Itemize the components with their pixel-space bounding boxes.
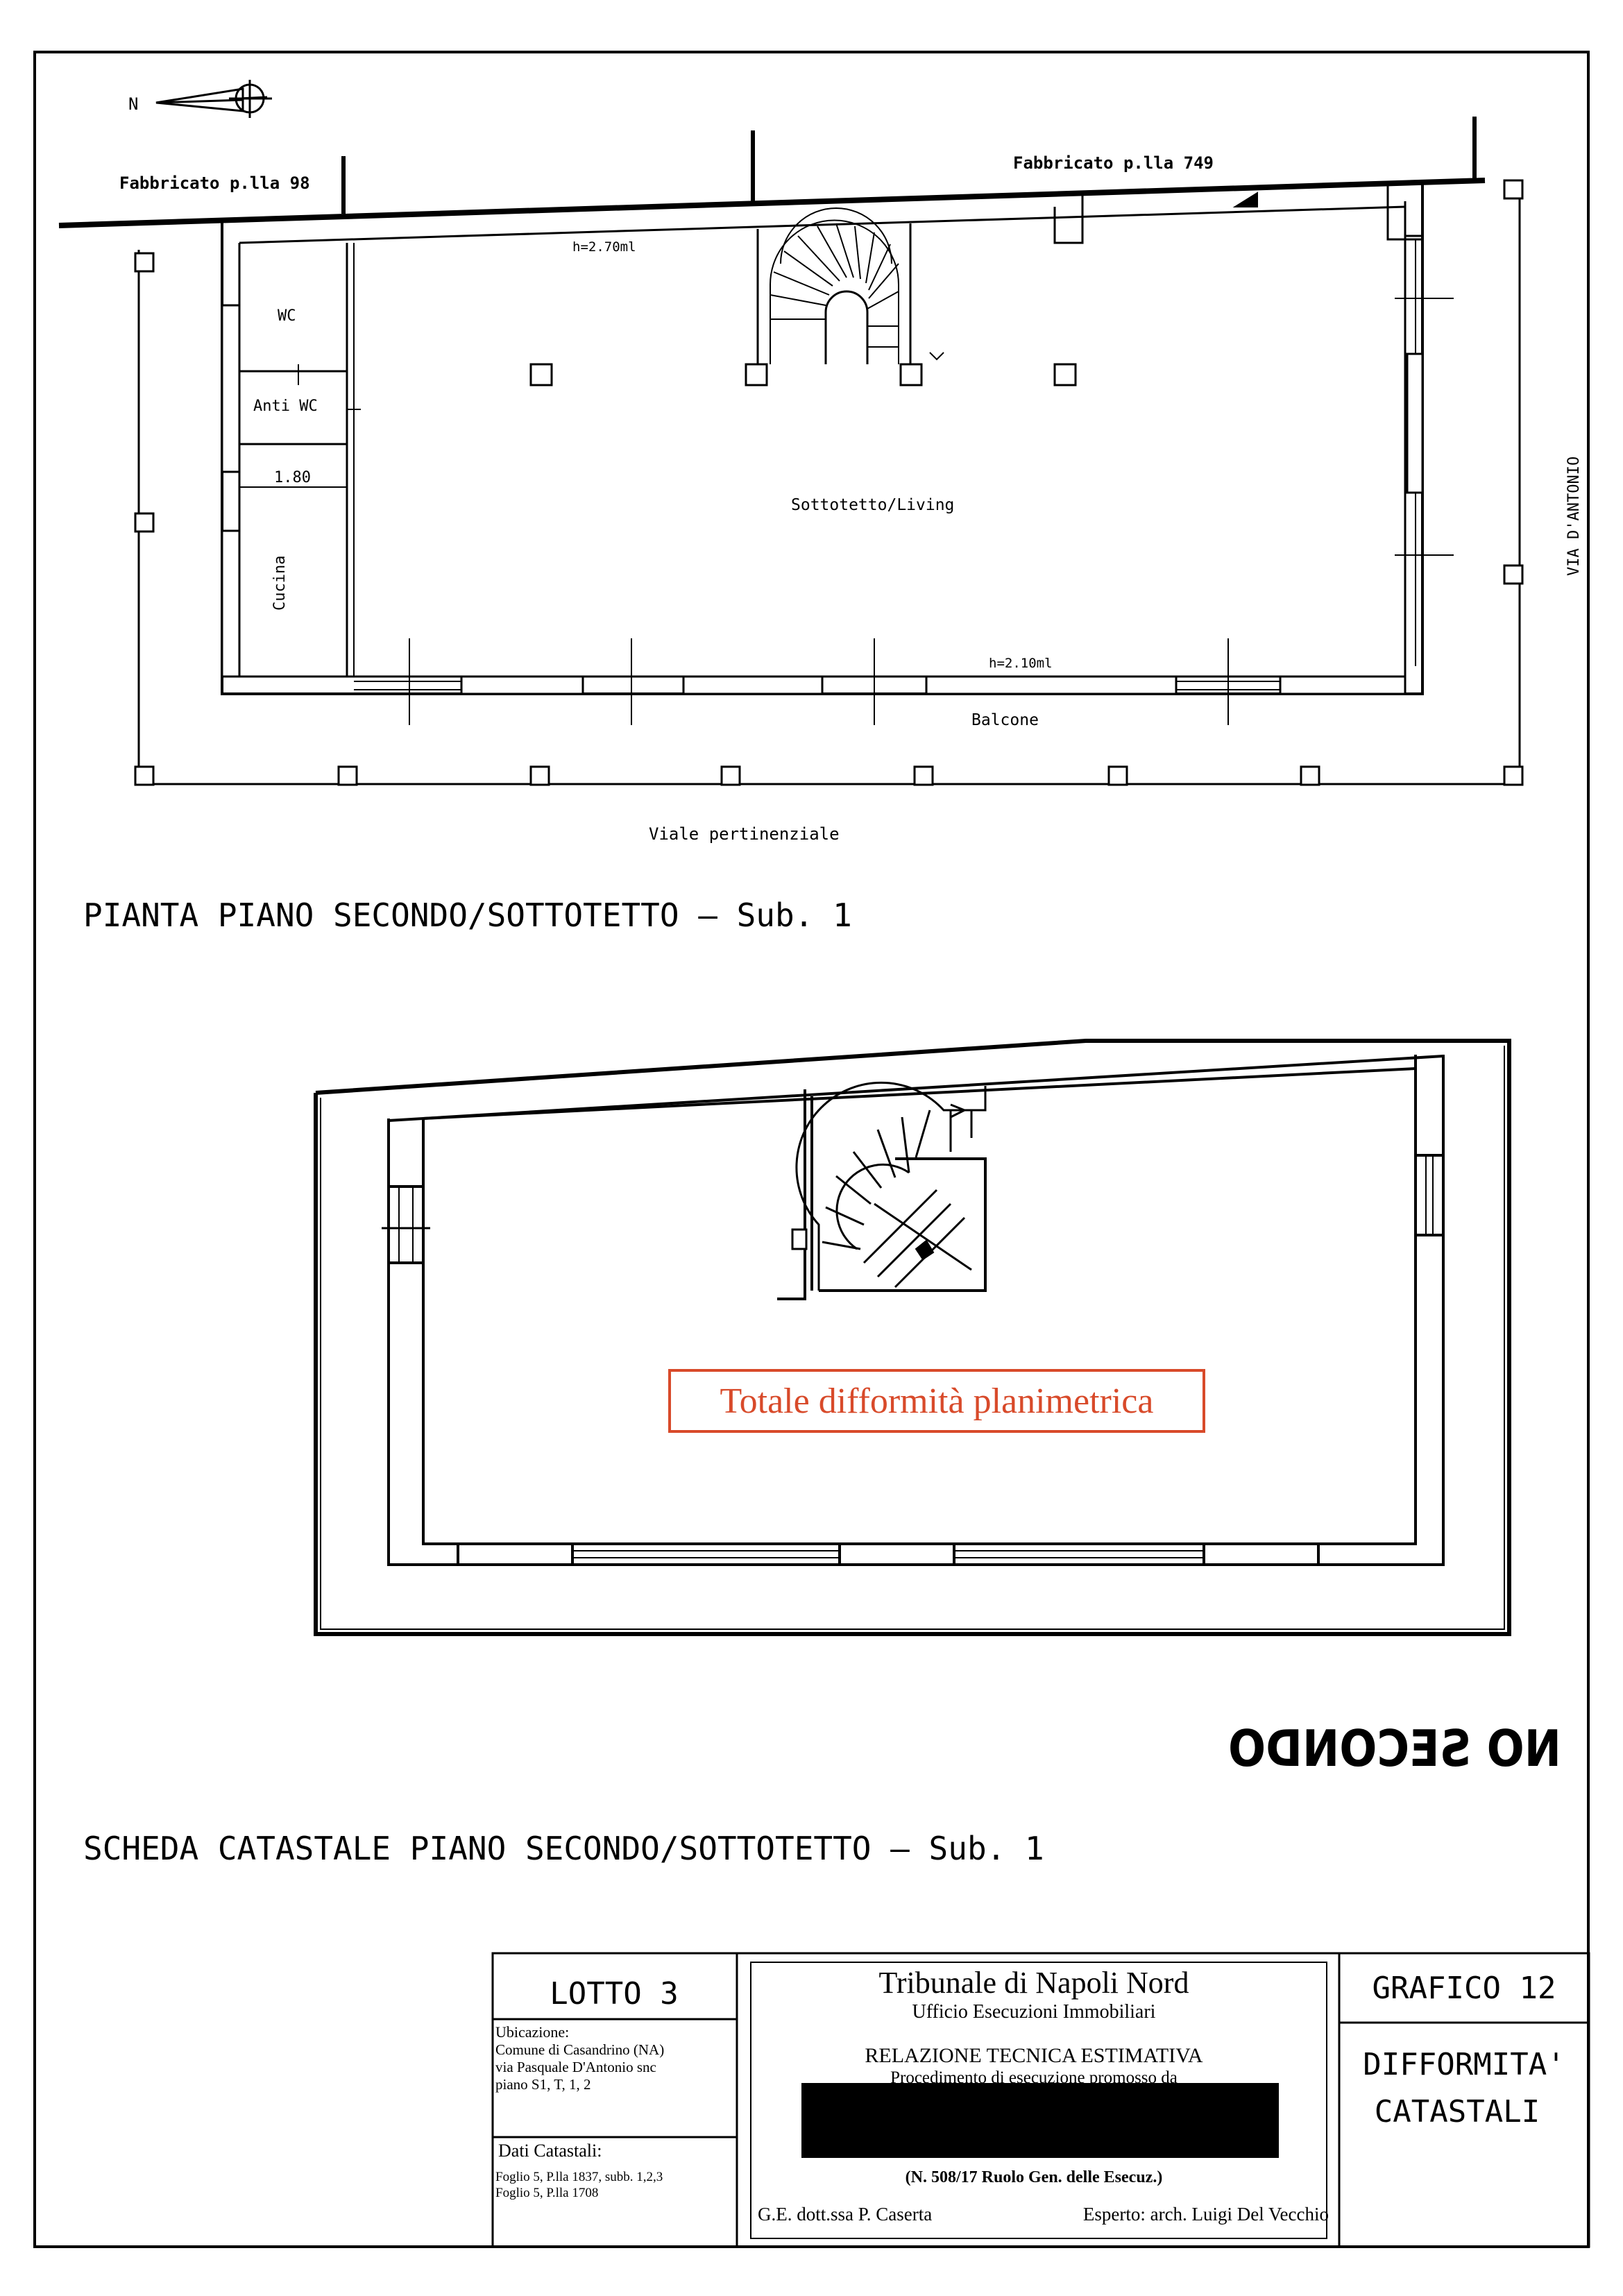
dati-title: Dati Catastali: bbox=[498, 2141, 602, 2161]
mirrored-label bbox=[1228, 1719, 1561, 1778]
pillar bbox=[1504, 566, 1522, 584]
cadastral-wall bbox=[389, 1055, 1443, 1565]
window bbox=[1280, 677, 1405, 694]
living-label: Sottotetto/Living bbox=[791, 496, 955, 514]
cadastral-window bbox=[458, 1544, 572, 1565]
window bbox=[222, 531, 239, 677]
ufficio-label: Ufficio Esecuzioni Immobiliari bbox=[912, 2001, 1156, 2023]
north-label: N bbox=[128, 94, 139, 114]
esperto-label: Esperto: arch. Luigi Del Vecchio bbox=[1082, 2204, 1329, 2225]
cadastral-outer-inner bbox=[321, 1046, 1504, 1629]
wall-jog bbox=[1405, 201, 1422, 236]
height-bottom-label: h=2.10ml bbox=[989, 656, 1053, 671]
cadastral-plan bbox=[316, 1041, 1509, 1634]
pillar bbox=[722, 767, 740, 785]
difformita-title-1: DIFFORMITA' bbox=[1363, 2047, 1565, 2082]
pillar bbox=[1504, 767, 1522, 785]
pillar bbox=[135, 767, 153, 785]
pillar bbox=[1055, 364, 1076, 385]
outer-wall bbox=[222, 184, 1422, 694]
top-plan-caption: PIANTA PIANO SECONDO/SOTTOTETTO – Sub. 1 bbox=[83, 896, 852, 934]
wall-jog bbox=[1055, 196, 1082, 243]
anti-wc-label: Anti WC bbox=[253, 398, 318, 415]
pillar bbox=[1301, 767, 1319, 785]
numero-label: (N. 508/17 Ruolo Gen. delle Esecuz.) bbox=[905, 2168, 1163, 2186]
pillar bbox=[901, 364, 921, 385]
fabbricato-left-label: Fabbricato p.lla 98 bbox=[119, 173, 310, 193]
cadastral-wall-inner bbox=[423, 1069, 1416, 1544]
ge-label: G.E. dott.ssa P. Caserta bbox=[758, 2204, 933, 2225]
cadastral-caption: SCHEDA CATASTALE PIANO SECONDO/SOTTOTETTO – Sub. 1 bbox=[83, 1830, 1044, 1867]
lotto-label: LOTTO 3 bbox=[550, 1976, 679, 2012]
window bbox=[926, 677, 1176, 694]
redacted-block bbox=[801, 2083, 1279, 2158]
pillar bbox=[531, 767, 549, 785]
ubicazione-title: Ubicazione: bbox=[495, 2023, 570, 2041]
north-arrow-icon bbox=[156, 80, 272, 118]
staircase-icon bbox=[758, 208, 944, 364]
cadastral-staircase-icon bbox=[777, 1082, 985, 1299]
window bbox=[1407, 354, 1422, 493]
viale-label: Viale pertinenziale bbox=[649, 824, 840, 844]
height-top-label: h=2.70ml bbox=[572, 239, 636, 255]
fabbricato-right-label: Fabbricato p.lla 749 bbox=[1013, 153, 1214, 173]
procedimento-label: Procedimento di esecuzione promosso da bbox=[890, 2068, 1178, 2087]
balcone-label: Balcone bbox=[971, 711, 1039, 729]
cadastral-window bbox=[1416, 1155, 1443, 1235]
dati-line: Foglio 5, P.lla 1708 bbox=[495, 2186, 599, 2200]
tribunale-title: Tribunale di Napoli Nord bbox=[878, 1966, 1189, 2000]
pillar bbox=[1504, 180, 1522, 198]
window bbox=[222, 305, 239, 472]
ubicazione-line: Comune di Casandrino (NA) bbox=[495, 2041, 665, 2058]
cucina-label: Cucina bbox=[271, 555, 289, 611]
wc-label: WC bbox=[278, 307, 296, 325]
pillar bbox=[531, 364, 552, 385]
pillar bbox=[135, 253, 153, 271]
cadastral-window bbox=[840, 1544, 954, 1565]
pillar bbox=[1109, 767, 1127, 785]
window bbox=[461, 677, 583, 694]
corner-marker-icon bbox=[1235, 193, 1257, 207]
ubicazione-line: via Pasquale D'Antonio snc bbox=[495, 2059, 656, 2075]
pillar bbox=[915, 767, 933, 785]
mirrored-label-text: NO SECONDO bbox=[1228, 1719, 1561, 1778]
ubicazione-line: piano S1, T, 1, 2 bbox=[495, 2076, 591, 2093]
relazione-label: RELAZIONE TECNICA ESTIMATIVA bbox=[865, 2044, 1203, 2067]
top-floor-plan bbox=[59, 80, 1583, 844]
cadastral-window bbox=[389, 1187, 423, 1263]
dati-line: Foglio 5, P.lla 1837, subb. 1,2,3 bbox=[495, 2170, 663, 2184]
window bbox=[683, 677, 822, 694]
street-label: VIA D'ANTONIO bbox=[1565, 456, 1583, 576]
difformita-title-2: CATASTALI bbox=[1374, 2094, 1540, 2129]
outer-wall-inner bbox=[239, 201, 1405, 677]
cadastral-window bbox=[1204, 1544, 1318, 1565]
difformita-label: Totale difformità planimetrica bbox=[720, 1381, 1154, 1421]
pillar bbox=[135, 513, 153, 532]
grafico-label: GRAFICO 12 bbox=[1372, 1971, 1556, 2006]
pillar bbox=[746, 364, 767, 385]
dimension-label: 1.80 bbox=[274, 469, 311, 486]
pillar bbox=[339, 767, 357, 785]
